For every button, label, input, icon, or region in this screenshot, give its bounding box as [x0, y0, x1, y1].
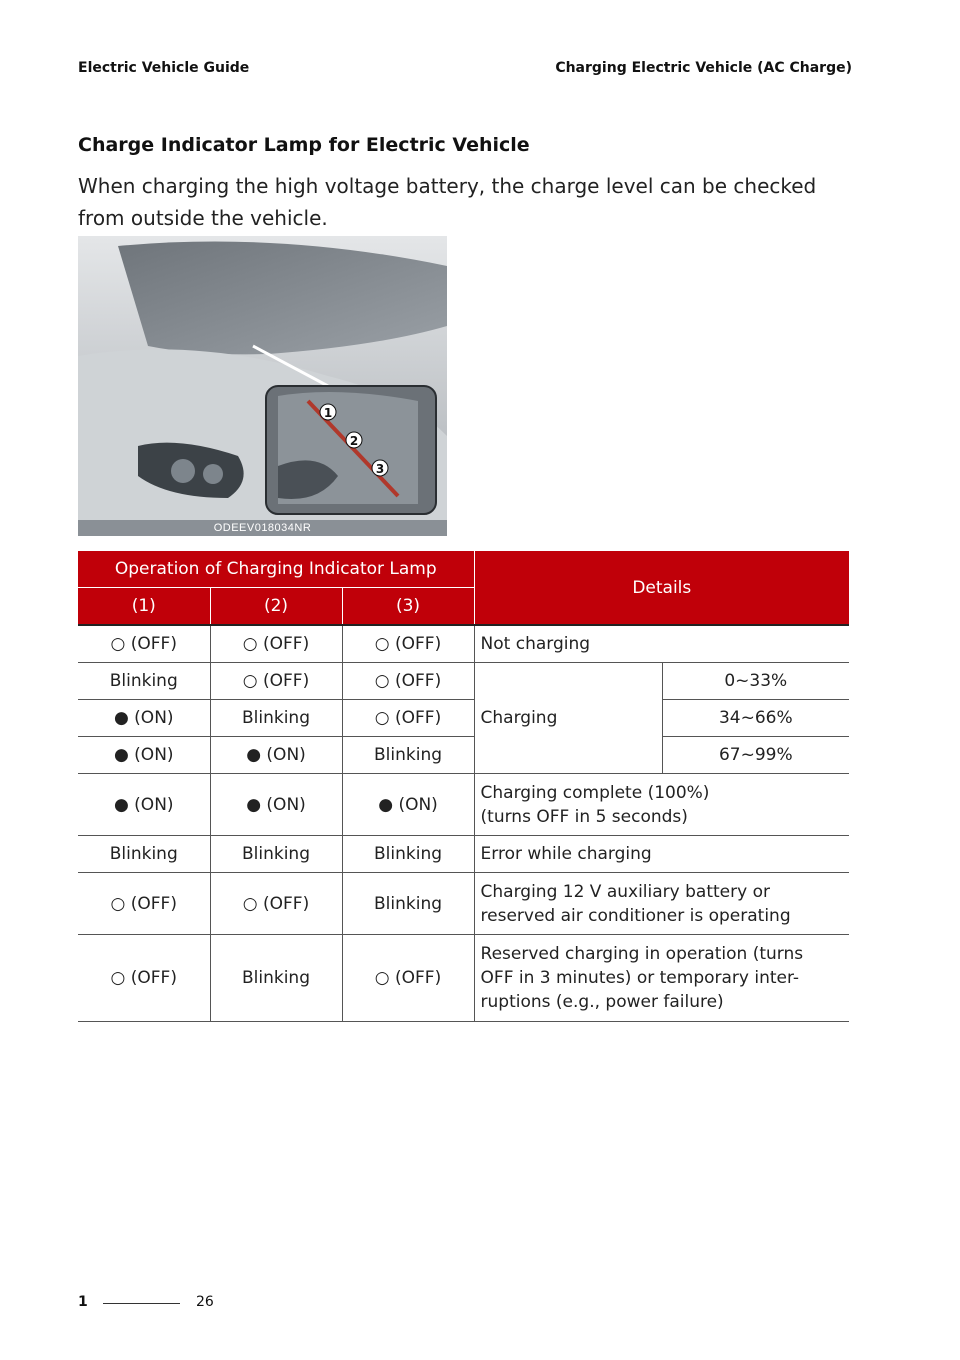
lamp-3-state: ○ (OFF) — [342, 625, 474, 663]
table-row — [78, 935, 849, 1022]
lamp-3-state: ○ (OFF) — [342, 700, 474, 737]
lamp-3-state: Blinking — [342, 737, 474, 774]
lamp-2-state: ● (ON) — [210, 737, 342, 774]
lamp-1-state: Blinking — [78, 663, 210, 700]
lamp-1-state: Blinking — [78, 836, 210, 873]
table-row — [78, 873, 849, 935]
footer-chapter: 1 — [78, 1294, 88, 1310]
headlamp-lens-2 — [203, 464, 223, 484]
detail-charging: Charging — [474, 663, 662, 774]
lamp-3-state: Blinking — [342, 836, 474, 873]
detail-line: reserved air conditioner is operating — [480, 905, 791, 926]
lamp-2-state: Blinking — [210, 836, 342, 873]
lamp-2-state: ○ (OFF) — [210, 625, 342, 663]
section-title: Charge Indicator Lamp for Electric Vehicle — [78, 134, 530, 156]
callout-2-label: 2 — [349, 434, 359, 448]
running-header-right: Charging Electric Vehicle (AC Charge) — [555, 60, 852, 76]
lamp-3-state: ○ (OFF) — [342, 663, 474, 700]
table-row — [78, 774, 849, 836]
subheader-1: (1) — [78, 588, 210, 626]
windshield — [118, 242, 447, 355]
table-row — [78, 700, 849, 737]
lamp-3-state: ○ (OFF) — [342, 935, 474, 1022]
lamp-1-state: ○ (OFF) — [78, 935, 210, 1022]
headlamp-lens-1 — [171, 459, 195, 483]
detail-cell: Error while charging — [474, 836, 849, 873]
detail-line: Charging complete (100%) — [480, 782, 710, 803]
callout-1-label: 1 — [323, 406, 333, 420]
table-row — [78, 625, 849, 663]
footer-divider — [103, 1303, 180, 1304]
callout-3-label: 3 — [375, 462, 385, 476]
detail-line: Charging 12 V auxiliary battery or — [480, 881, 770, 902]
indicator-lamp-table — [78, 551, 849, 1022]
header-operation: Operation of Charging Indicator Lamp — [78, 551, 474, 588]
figure-code: ODEEV018034NR — [78, 520, 447, 536]
lamp-2-state: ○ (OFF) — [210, 873, 342, 935]
lamp-1-state: ● (ON) — [78, 774, 210, 836]
lamp-1-state: ● (ON) — [78, 700, 210, 737]
charge-indicator-figure — [78, 236, 447, 536]
charge-level: 0~33% — [662, 663, 849, 700]
charge-level: 34~66% — [662, 700, 849, 737]
detail-line: ruptions (e.g., power failure) — [480, 992, 724, 1012]
lamp-2-state: ○ (OFF) — [210, 663, 342, 700]
table-row — [78, 663, 849, 700]
intro-paragraph: When charging the high voltage battery, the charge level can be checked from outside the vehicle. — [78, 174, 817, 230]
lamp-3-state: Blinking — [342, 873, 474, 935]
detail-cell — [474, 774, 849, 836]
table-row — [78, 737, 849, 774]
detail-cell — [474, 873, 849, 935]
table-row — [78, 836, 849, 873]
lamp-3-state: ● (ON) — [342, 774, 474, 836]
subheader-3: (3) — [342, 588, 474, 626]
charge-level: 67~99% — [662, 737, 849, 774]
lamp-2-state: ● (ON) — [210, 774, 342, 836]
detail-line: Reserved charging in operation (turns — [480, 944, 804, 964]
detail-cell — [474, 935, 849, 1022]
running-header-left: Electric Vehicle Guide — [78, 60, 250, 76]
lamp-1-state: ● (ON) — [78, 737, 210, 774]
car-illustration — [78, 236, 447, 536]
lamp-1-state: ○ (OFF) — [78, 625, 210, 663]
detail-line: (turns OFF in 5 seconds) — [480, 806, 688, 827]
lamp-2-state: Blinking — [210, 935, 342, 1022]
header-details: Details — [474, 551, 849, 625]
subheader-2: (2) — [210, 588, 342, 626]
detail-line: OFF in 3 minutes) or temporary inter- — [480, 968, 800, 988]
detail-cell: Not charging — [474, 625, 849, 663]
lamp-2-state: Blinking — [210, 700, 342, 737]
lamp-1-state: ○ (OFF) — [78, 873, 210, 935]
footer-page-number: 26 — [196, 1294, 214, 1310]
